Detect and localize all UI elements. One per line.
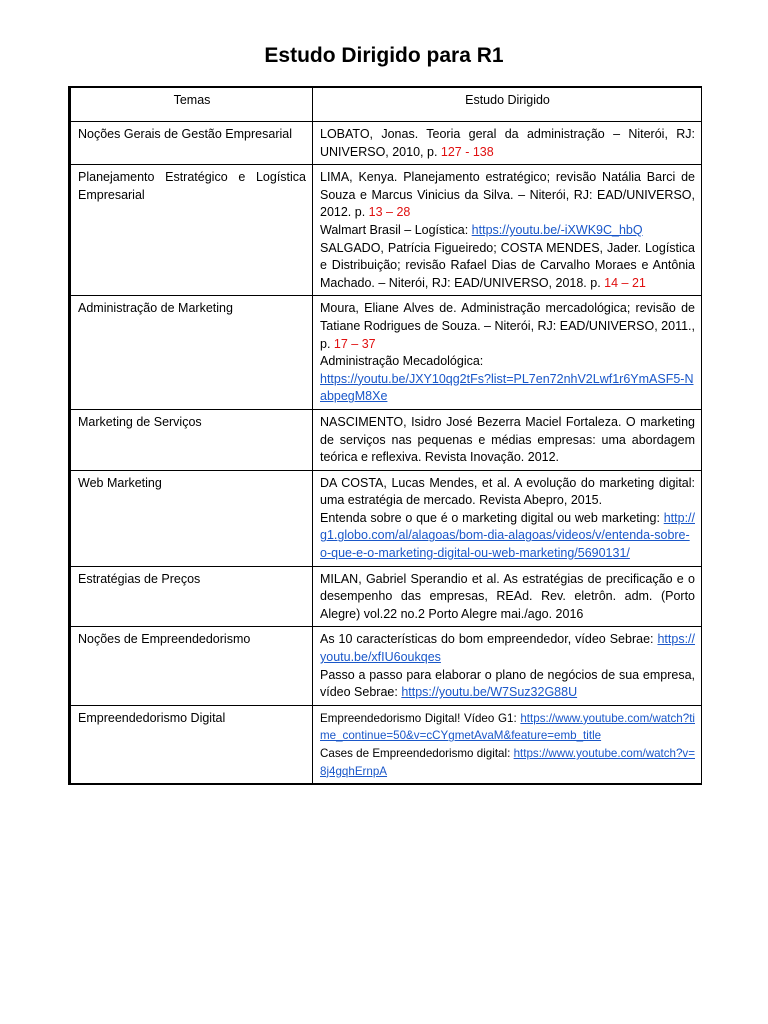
reference-text: LOBATO, Jonas. Teoria geral da administração – Niterói, RJ: UNIVERSO, 2010, p.	[320, 127, 695, 159]
reference-text: As 10 características do bom empreendedor, vídeo Sebrae:	[320, 632, 658, 647]
tema-cell: Administração de Marketing	[70, 296, 313, 410]
table-row	[70, 296, 702, 410]
table-header-row	[70, 87, 702, 122]
table-row	[70, 409, 702, 470]
reference-text: Entenda sobre o que é o marketing digital ou web marketing:	[320, 510, 664, 525]
page-range: 14 – 21	[604, 275, 646, 290]
tema-cell: Noções de Empreendedorismo	[70, 627, 313, 705]
estudo-cell	[313, 165, 702, 296]
page-title: Estudo Dirigido para R1	[264, 44, 504, 67]
video-link[interactable]: https://www.youtube.com/watch?v=8j4gqhErnpA	[320, 747, 695, 778]
table-row	[70, 122, 702, 165]
table-row	[70, 165, 702, 296]
reference-text: Cases de Empreendedorismo digital:	[320, 747, 514, 760]
table-row	[70, 470, 702, 566]
tema-cell: Web Marketing	[70, 470, 313, 566]
reference-text: DA COSTA, Lucas Mendes, et al. A evolução do marketing digital: uma estratégia de mercado. Revista Abepro, 2015.	[320, 475, 695, 508]
estudo-cell	[313, 627, 702, 705]
estudo-cell	[313, 566, 702, 627]
table-row	[70, 566, 702, 627]
tema-cell: Planejamento Estratégico e Logística Empresarial	[70, 165, 313, 296]
reference-text: Administração Mecadológica:	[320, 354, 484, 369]
reference-text: NASCIMENTO, Isidro José Bezerra Maciel Fortaleza. O marketing de serviços nas pequenas e médias empresas: uma abordagem teórica e reflexiva. Revista Inovação. 2012.	[320, 414, 695, 465]
reference-text: Moura, Eliane Alves de. Administração mercadológica; revisão de Tatiane Rodrigues de Souza. – Niterói, RJ: EAD/UNIVERSO, 2011., p.	[320, 301, 695, 351]
video-link[interactable]: http://g1.globo.com/al/alagoas/bom-dia-alagoas/videos/v/entenda-sobre-o-que-e-o-marketing-digital-ou-web-marketing/5690131/	[320, 510, 695, 561]
reference-text: MILAN, Gabriel Sperandio et al. As estratégias de precificação e o desempenho das empresas, REAd. Rev. eletrôn. adm. (Porto Alegre) vol.22 no.2 Porto Alegre mai./ago. 2016	[320, 571, 695, 621]
tema-cell: Marketing de Serviços	[70, 409, 313, 470]
reference-text: SALGADO, Patrícia Figueiredo; COSTA MENDES, Jader. Logística e Distribuição; revisão Rafael Dias de Carvalho Moraes e Antônia Machado. – Niterói, RJ: EAD/UNIVERSO, 2018. p.	[320, 240, 695, 290]
page-range: 127 - 138	[440, 144, 494, 159]
estudo-cell	[313, 409, 702, 470]
header-estudo-dirigido: Estudo Dirigido	[313, 87, 702, 122]
table-row	[70, 705, 702, 784]
estudo-cell	[313, 470, 702, 566]
reference-text: Walmart Brasil – Logística:	[320, 222, 472, 237]
tema-cell: Empreendedorismo Digital	[70, 705, 313, 784]
estudo-cell	[313, 705, 702, 784]
reference-text: Passo a passo para elaborar o plano de negócios de sua empresa, vídeo Sebrae:	[320, 667, 695, 700]
table-row	[70, 627, 702, 705]
video-link[interactable]: https://youtu.be/xfIU6oukqes	[320, 632, 695, 665]
reference-text: LIMA, Kenya. Planejamento estratégico; revisão Natália Barci de Souza e Marcus Vinicius da Silva. – Niterói, RJ: EAD/UNIVERSO, 2012. p.	[320, 170, 695, 220]
video-link[interactable]: https://youtu.be/-iXWK9C_hbQ	[471, 222, 643, 237]
page-range: 13 – 28	[368, 205, 411, 220]
video-link[interactable]: https://youtu.be/JXY10qg2tFs?list=PL7en72nhV2Lwf1r6YmASF5-NabpegM8Xe	[320, 371, 694, 404]
page-range: 17 – 37	[333, 336, 376, 351]
video-link[interactable]: https://youtu.be/W7Suz32G88U	[401, 685, 578, 700]
header-temas: Temas	[70, 87, 313, 122]
table-body	[70, 122, 702, 785]
reference-text: Empreendedorismo Digital! Vídeo G1:	[320, 711, 521, 725]
estudo-cell	[313, 296, 702, 410]
video-link[interactable]: https://www.youtube.com/watch?time_continue=50&v=cCYgmetAvaM&feature=emb_title	[320, 711, 695, 743]
tema-cell: Estratégias de Preços	[70, 566, 313, 627]
study-table	[68, 86, 702, 785]
tema-cell: Noções Gerais de Gestão Empresarial	[70, 122, 313, 165]
estudo-cell	[313, 122, 702, 165]
